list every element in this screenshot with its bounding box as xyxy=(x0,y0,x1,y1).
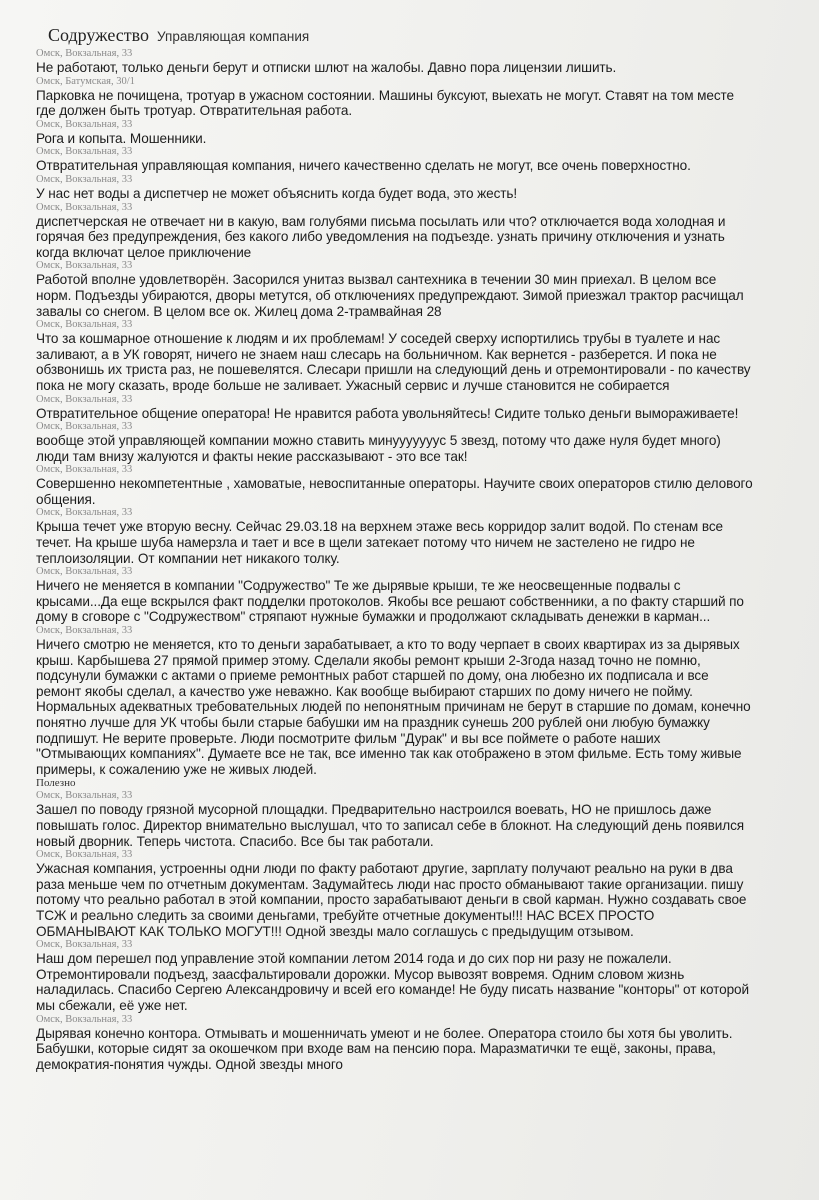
review-address: Омск, Вокзальная, 33 xyxy=(36,507,133,519)
review-address: Омск, Вокзальная, 33 xyxy=(36,421,133,433)
review-item xyxy=(36,319,799,393)
review-item xyxy=(36,260,799,319)
review-text: диспетчерская не отвечает ни в какую, вам голубями письма посылать или что? отключается вода холодная и горячая без предупреждения, без какого либо уведомления на подъезде. узнать причину отключения и узнать когда включат целое приключение xyxy=(36,213,726,260)
review-item xyxy=(36,146,799,174)
review-address: Омск, Вокзальная, 33 xyxy=(36,118,133,130)
review-item xyxy=(36,119,799,147)
review-item xyxy=(36,421,799,464)
review-address: Омск, Вокзальная, 33 xyxy=(36,48,133,59)
review-text: Парковка не почищена, тротуар в ужасном состоянии. Машины буксуют, выехать не могут. Ставят на том месте где должен быть тротуар. Отвратительная работа. xyxy=(36,87,734,119)
review-address: Омск, Вокзальная, 33 xyxy=(36,464,133,476)
review-item xyxy=(36,174,799,202)
review-address: Омск, Вокзальная, 33 xyxy=(36,566,133,578)
review-text: Наш дом перешел под управление этой компании летом 2014 года и до сих пор ни разу не пожалели. Отремонтировали подъезд, заасфальтировали дорожки. Мусор вывозят вовремя. Одним словом жизнь наладилась. Спасибо Сергею Александровичу и всей его команде! Не буду писать название "конторы" от которой мы сбежали, её уже нет. xyxy=(36,951,750,1013)
review-text: Крыша течет уже вторую весну. Сейчас 29.03.18 на верхнем этаже весь корридор залит водой. По стенам все течет. На крыше шуба намерзла и тает и все в щели затекает потому что ничем не застелено не гидро не теплоизоляции. От компании нет никакого толку. xyxy=(36,519,723,566)
review-text: Не работают, только деньги берут и отписки шлют на жалобы. Давно пора лицензии лишить. xyxy=(36,60,617,75)
review-text: Что за кошмарное отношение к людям и их проблемам! У соседей сверху испортились трубы в туалете и нас заливают, а в УК говорят, ничего не знаем наш слесарь на больничном. Как вернется - разберется. И пока не обзвонишь их триста раз, не пошевелятся. Слесари пришли на следующий день и отремонтировали - по качеству пока не могу сказать, вроде больше не заливает. Ужасный сервис и лучше становится не собирается xyxy=(36,331,751,393)
review-item xyxy=(36,202,799,261)
review-address: Омск, Вокзальная, 33 xyxy=(36,625,133,637)
review-item xyxy=(36,790,799,849)
review-address: Омск, Вокзальная, 33 xyxy=(36,201,133,213)
review-address: Омск, Вокзальная, 33 xyxy=(36,849,133,861)
review-address: Омск, Вокзальная, 33 xyxy=(36,790,133,802)
review-address: Омск, Вокзальная, 33 xyxy=(36,393,133,405)
review-address: Омск, Вокзальная, 33 xyxy=(36,146,133,158)
review-text: Зашел по поводу грязной мусорной площадки. Предварительно настроился воевать, НО не пришлось даже повышать голос. Директор внимательно выслушал, что то записал себе в блокнот. На следующий день появился новый дворник. Теперь чистота. Спасибо. Все бы так работали. xyxy=(36,802,745,849)
review-text: Ничего смотрю не меняется, кто то деньги зарабатывает, а кто то воду черпает в своих квартирах из за дырявых крыш. Карбышева 27 прямой пример этому. Сделали якобы ремонт крыши 2-3года назад точно не помню, подсунули бумажки с актами о приеме ремонтных работ старшей по дому, она любезно их подписала и все ремонт якобы сделал, а качество уже неважно. Как вообще выбирают старших по дому ничего не пойму. Нормальных адекватных требовательных людей по непонятным причинам не берут в старшие по домам, конечно понятно лучше для УК чтобы были старые бабушки им на праздник сунешь 200 рублей они любую бумажку подпишут. Не верите проверьте. Люди посмотрите фильм "Дурак" и вы все поймете о работе наших "Отмывающих компаниях". Думаете все не так, все именно так как отображено в этом фильме. Есть тому живые примеры, к сожалению уже не живых людей. xyxy=(36,637,751,777)
review-text: вообще этой управляющей компании можно ставить минуууууууc 5 звезд, потому что даже нуля будет много) люди там внизу жалуются и факты некие рассказывают - это все так! xyxy=(36,433,721,464)
review-text: Отвратительное общение оператора! Не нравится работа увольняйтесь! Сидите только деньги вымораживаете! xyxy=(36,405,739,421)
review-item xyxy=(36,625,799,790)
review-text: Ничего не меняется в компании "Содружество" Те же дырявые крыши, те же неосвещенные подвалы с крысами...Да еще вскрылся факт подделки протоколов. Якобы все решают собственники, а по факту старший по дому в сговоре с "Содружеством" стряпают нужные бумажки и продолжают складывать денежки в карман... xyxy=(36,578,744,625)
review-text: Ужасная компания, устроенны одни люди по факту работают другие, зарплату получают реально на руки в два раза меньше чем по отчетным документам. Задумайтесь люди нас просто обманывают такие организации. пишу потому что реально работал в этой компании, просто зарабатывают деньги в свой карман. Нужно создавать свое ТСЖ и реально следить за своими деньгами, требуйте отчетные документы!!! НАС ВСЕХ ПРОСТО ОБМАНЫВАЮТ КАК ТОЛЬКО МОГУТ!!! Одной звезды мало соглашусь с предыдущим отзывом. xyxy=(36,861,747,939)
review-item xyxy=(36,939,799,1013)
company-subtitle: Управляющая компания xyxy=(157,29,310,44)
review-item xyxy=(36,1014,799,1073)
review-item xyxy=(36,76,799,119)
review-address: Омск, Батумская, 30/1 xyxy=(36,75,135,87)
reviews-list xyxy=(36,48,799,1072)
review-text: Совершенно некомпетентные , хамоватые, невоспитанные операторы. Научите своих операторов стилю делового общения. xyxy=(36,476,753,507)
review-address: Омск, Вокзальная, 33 xyxy=(36,939,133,951)
review-address: Омск, Вокзальная, 33 xyxy=(36,1013,133,1025)
review-text: У нас нет воды а диспетчер не может объяснить когда будет вода, это жесть! xyxy=(36,185,518,201)
review-item xyxy=(36,566,799,625)
header xyxy=(48,24,799,48)
review-useful-label: Полезно xyxy=(36,777,76,790)
review-item xyxy=(36,464,799,507)
review-address: Омск, Вокзальная, 33 xyxy=(36,260,133,272)
review-address: Омск, Вокзальная, 33 xyxy=(36,319,133,331)
review-item xyxy=(36,394,799,422)
review-item xyxy=(36,507,799,566)
review-item xyxy=(36,48,799,76)
review-text: Рога и копыта. Мошенники. xyxy=(36,130,207,146)
review-text: Работой вполне удовлетворён. Засорился унитаз вызвал сантехника в течении 30 мин приехал. В целом все норм. Подъезды убираются, дворы метутся, об отключениях предупреждают. Зимой приезжал трактор расчищал завалы со снегом. В целом все ок. Жилец дома 2-трамвайная 28 xyxy=(36,272,744,319)
review-address: Омск, Вокзальная, 33 xyxy=(36,173,133,185)
review-text: Отвратительная управляющая компания, ничего качественно сделать не могут, все очень поверхностно. xyxy=(36,158,691,174)
company-name: Содружество xyxy=(48,25,150,45)
review-text: Дырявая конечно контора. Отмывать и мошенничать умеют и не более. Оператора стоило бы хотя бы уволить. Бабушки, которые сидят за окошечком при входе вам на пенсию пора. Маразматички те ещё, законы, права, демократия-понятия чужды. Одной звезды много xyxy=(36,1025,733,1072)
review-item xyxy=(36,849,799,939)
